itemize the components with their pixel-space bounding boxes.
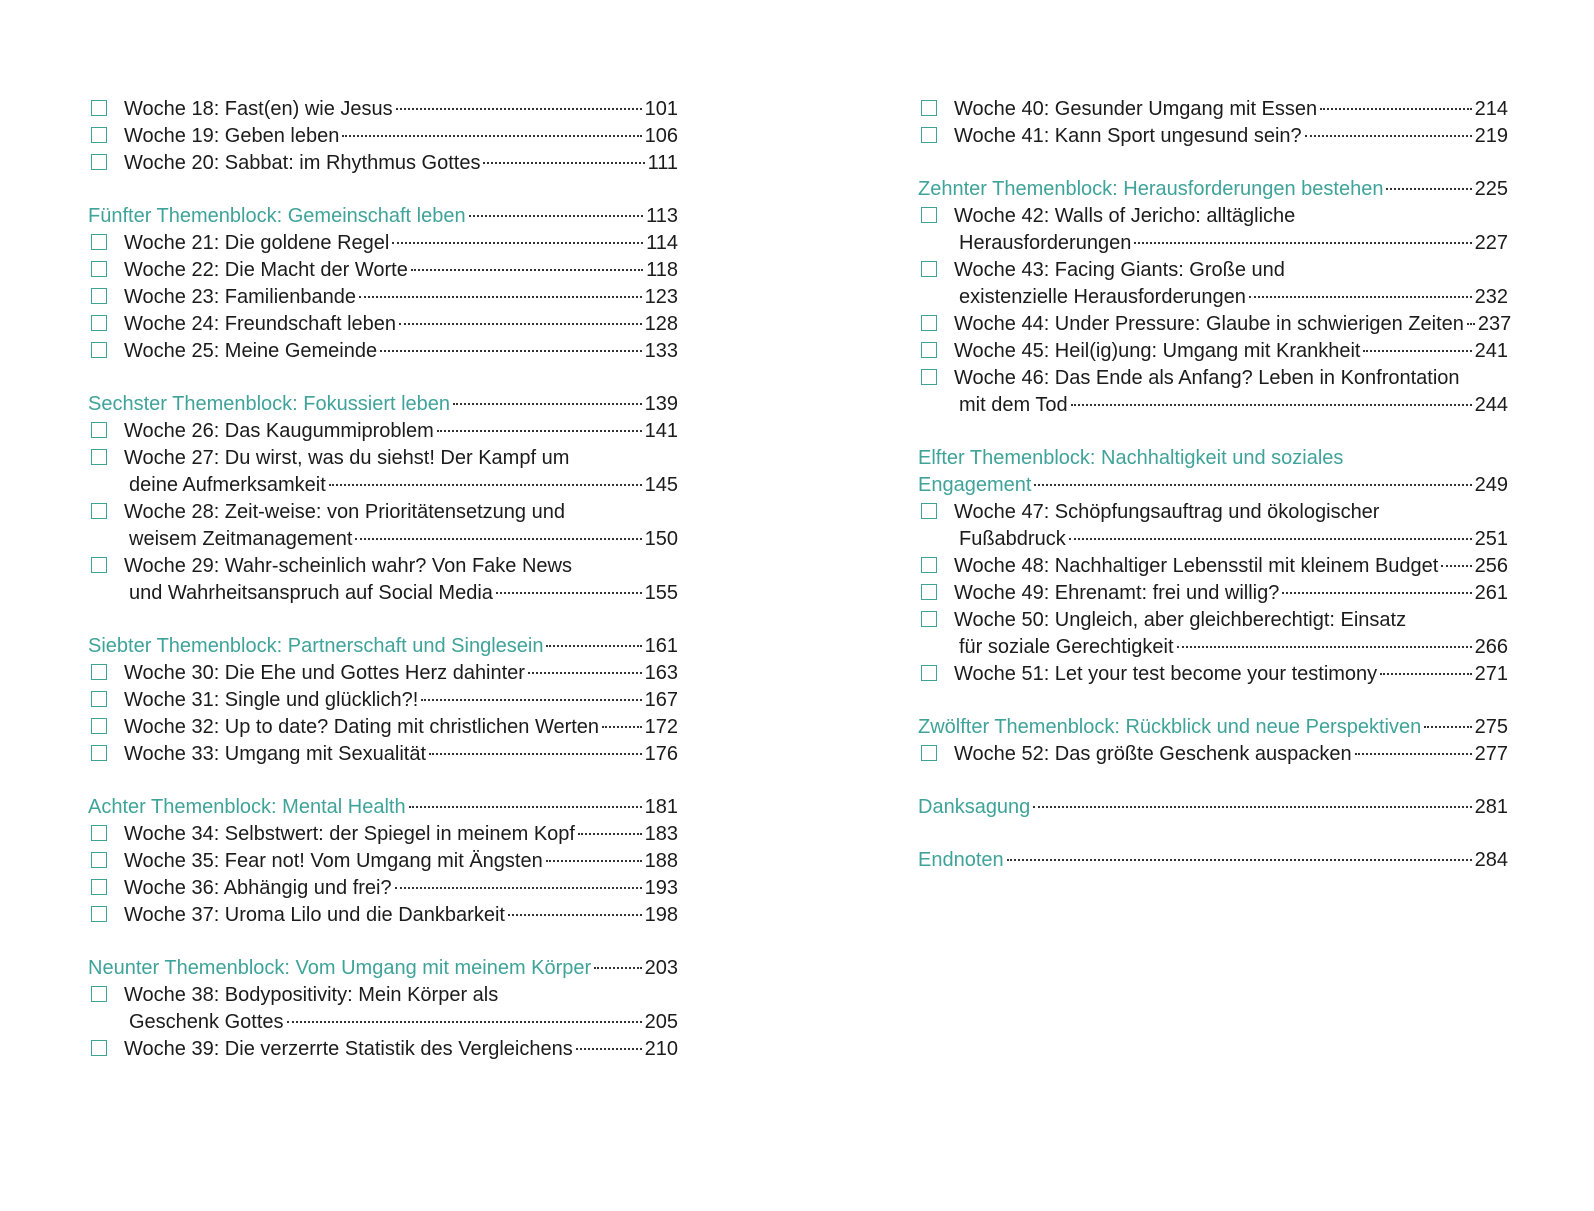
toc-entry[interactable]	[88, 311, 678, 338]
checkbox[interactable]	[91, 879, 107, 895]
toc-line	[954, 123, 1508, 150]
page-number: 237	[1477, 313, 1512, 335]
toc-entry-title: weisem Zeitmanagement	[129, 528, 353, 550]
dot-leader	[1355, 753, 1472, 755]
toc-line	[124, 875, 678, 902]
page-number: 210	[644, 1038, 678, 1060]
toc-line	[124, 553, 678, 580]
toc-line	[124, 580, 678, 607]
dot-leader	[594, 967, 641, 969]
section-title: Sechster Themenblock: Fokussiert leben	[88, 393, 451, 415]
checkbox[interactable]	[91, 342, 107, 358]
section-title: Zehnter Themenblock: Herausforderungen bestehen	[918, 178, 1384, 200]
toc-entry-title: Woche 49: Ehrenamt: frei und willig?	[954, 582, 1280, 604]
checkbox[interactable]	[91, 852, 107, 868]
section-heading[interactable]	[88, 633, 678, 660]
section-title: Siebter Themenblock: Partnerschaft und Singlesein	[88, 635, 544, 657]
checkbox[interactable]	[91, 422, 107, 438]
toc-line	[124, 499, 678, 526]
dot-leader	[496, 592, 642, 594]
toc-entry[interactable]	[88, 660, 678, 687]
toc-entry-title: Woche 29: Wahr-scheinlich wahr? Von Fake News	[124, 555, 572, 577]
toc-entry-title: Woche 24: Freundschaft leben	[124, 313, 397, 335]
toc-entry-title: Woche 23: Familienbande	[124, 286, 356, 308]
toc-entry[interactable]	[88, 848, 678, 875]
section-spacer	[88, 177, 678, 203]
dot-leader	[329, 484, 642, 486]
page-number: 281	[1474, 796, 1508, 818]
toc-entry-title: Woche 34: Selbstwert: der Spiegel in meinem Kopf	[124, 823, 575, 845]
page-number: 111	[647, 152, 678, 174]
page-number: 139	[644, 393, 678, 415]
toc-entry-title: Woche 35: Fear not! Vom Umgang mit Ängsten	[124, 850, 543, 872]
dot-leader	[1069, 538, 1472, 540]
page-number: 118	[646, 259, 678, 281]
page-number: 214	[1474, 98, 1508, 120]
page-number: 188	[644, 850, 678, 872]
toc-line	[124, 821, 678, 848]
page-number: 266	[1474, 636, 1508, 658]
toc-entry-title: Woche 43: Facing Giants: Große und	[954, 259, 1285, 281]
dot-leader	[1282, 592, 1471, 594]
checkbox[interactable]	[91, 127, 107, 143]
dot-leader	[1424, 726, 1471, 728]
section-title: Neunter Themenblock: Vom Umgang mit meinem Körper	[88, 957, 592, 979]
toc-entry[interactable]	[918, 257, 1508, 311]
dot-leader	[453, 403, 642, 405]
toc-entry-title: Woche 46: Das Ende als Anfang? Leben in Konfrontation	[954, 367, 1460, 389]
page-number: 227	[1474, 232, 1508, 254]
section-heading[interactable]	[88, 955, 678, 982]
dot-leader	[469, 215, 644, 217]
toc-entry[interactable]	[88, 982, 678, 1036]
section-title: Fünfter Themenblock: Gemeinschaft leben	[88, 205, 466, 227]
checkbox[interactable]	[91, 745, 107, 761]
page-number: 251	[1474, 528, 1508, 550]
toc-entry[interactable]	[88, 150, 678, 177]
page-number: 181	[644, 796, 678, 818]
checkbox[interactable]	[921, 369, 937, 385]
dot-leader	[1007, 859, 1472, 861]
checkbox[interactable]	[921, 503, 937, 519]
dot-leader	[546, 645, 641, 647]
section-spacer	[88, 929, 678, 955]
toc-entry-title: Woche 39: Die verzerrte Statistik des Vergleichens	[124, 1038, 573, 1060]
checkbox[interactable]	[91, 261, 107, 277]
toc-line	[954, 230, 1508, 257]
page-number: 284	[1474, 849, 1508, 871]
dot-leader	[1177, 646, 1472, 648]
page-number: 133	[644, 340, 678, 362]
page-number: 155	[644, 582, 678, 604]
page-number: 114	[646, 232, 678, 254]
page-number: 249	[1474, 474, 1508, 496]
page-number: 241	[1474, 340, 1508, 362]
toc-entry-title: Woche 31: Single und glücklich?!	[124, 689, 419, 711]
dot-leader	[429, 753, 642, 755]
toc-entry[interactable]	[88, 418, 678, 445]
toc-entry-title: Herausforderungen	[959, 232, 1132, 254]
checkbox[interactable]	[91, 100, 107, 116]
page-number: 271	[1474, 663, 1508, 685]
page-number: 256	[1474, 555, 1508, 577]
section-spacer	[88, 365, 678, 391]
dot-leader	[342, 135, 641, 137]
section-title: Endnoten	[918, 849, 1004, 871]
toc-entry[interactable]	[918, 203, 1508, 257]
toc-entry[interactable]	[88, 230, 678, 257]
toc-entry[interactable]	[918, 311, 1512, 338]
toc-line	[954, 311, 1512, 338]
toc-line	[954, 284, 1508, 311]
section-spacer	[918, 150, 1508, 176]
toc-line	[124, 230, 678, 257]
toc-line	[124, 150, 678, 177]
toc-line	[124, 418, 678, 445]
checkbox[interactable]	[921, 315, 937, 331]
toc-line	[954, 634, 1508, 661]
dot-leader	[508, 914, 642, 916]
toc-entry-title: Woche 47: Schöpfungsauftrag und ökologischer	[954, 501, 1380, 523]
toc-entry[interactable]	[918, 607, 1508, 661]
checkbox[interactable]	[91, 288, 107, 304]
toc-line	[124, 741, 678, 768]
section-title-cont: Engagement	[918, 474, 1032, 496]
dot-leader	[1386, 188, 1471, 190]
toc-entry-title: Woche 38: Bodypositivity: Mein Körper als	[124, 984, 499, 1006]
dot-leader	[546, 860, 642, 862]
checkbox[interactable]	[921, 127, 937, 143]
section-heading[interactable]	[918, 714, 1508, 741]
toc-line	[124, 123, 678, 150]
toc-line	[124, 848, 678, 875]
toc-entry[interactable]	[918, 499, 1508, 553]
toc-line	[954, 499, 1508, 526]
page-number: 203	[644, 957, 678, 979]
page-number: 128	[644, 313, 678, 335]
toc-entry[interactable]	[88, 875, 678, 902]
toc-entry-title: existenzielle Herausforderungen	[959, 286, 1246, 308]
checkbox[interactable]	[91, 315, 107, 331]
dot-leader	[528, 672, 642, 674]
toc-column-left	[88, 96, 678, 1063]
toc-line	[124, 472, 678, 499]
toc-line	[124, 1036, 678, 1063]
toc-entry-title: Woche 48: Nachhaltiger Lebensstil mit kleinem Budget	[954, 555, 1439, 577]
toc-entry-title: Woche 18: Fast(en) wie Jesus	[124, 98, 393, 120]
page-number: 123	[644, 286, 678, 308]
toc-line	[954, 96, 1508, 123]
toc-entry-title: Woche 40: Gesunder Umgang mit Essen	[954, 98, 1318, 120]
dot-leader	[1320, 108, 1471, 110]
page-number: 261	[1474, 582, 1508, 604]
checkbox[interactable]	[921, 261, 937, 277]
toc-entry[interactable]	[88, 96, 678, 123]
page-number: 219	[1474, 125, 1508, 147]
section-heading[interactable]	[88, 391, 678, 418]
toc-entry[interactable]	[88, 123, 678, 150]
page-number: 225	[1474, 178, 1508, 200]
dot-leader	[1467, 323, 1475, 325]
toc-entry-title: deine Aufmerksamkeit	[129, 474, 326, 496]
toc-line	[124, 1009, 678, 1036]
page-number: 198	[644, 904, 678, 926]
dot-leader	[395, 887, 642, 889]
toc-entry-title: Geschenk Gottes	[129, 1011, 284, 1033]
dot-leader	[396, 108, 642, 110]
page-number: 176	[644, 743, 678, 765]
dot-leader	[399, 323, 642, 325]
checkbox[interactable]	[91, 1040, 107, 1056]
page-number: 205	[644, 1011, 678, 1033]
toc-entry[interactable]	[918, 96, 1508, 123]
dot-leader	[411, 269, 643, 271]
toc-line	[954, 338, 1508, 365]
page-number: 183	[644, 823, 678, 845]
toc-entry[interactable]	[88, 284, 678, 311]
dot-leader	[380, 350, 642, 352]
toc-line	[954, 661, 1508, 688]
dot-leader	[1134, 242, 1471, 244]
dot-leader	[421, 699, 641, 701]
toc-entry-title: Woche 19: Geben leben	[124, 125, 340, 147]
page-number: 172	[644, 716, 678, 738]
toc-entry-title: Woche 52: Das größte Geschenk auspacken	[954, 743, 1352, 765]
checkbox[interactable]	[921, 557, 937, 573]
toc-entry-title: Woche 41: Kann Sport ungesund sein?	[954, 125, 1302, 147]
dot-leader	[483, 162, 644, 164]
toc-line	[954, 392, 1508, 419]
dot-leader	[1034, 484, 1471, 486]
toc-entry-title: Woche 30: Die Ehe und Gottes Herz dahinter	[124, 662, 525, 684]
dot-leader	[1305, 135, 1472, 137]
dot-leader	[1441, 565, 1471, 567]
dot-leader	[437, 430, 642, 432]
toc-entry[interactable]	[88, 741, 678, 768]
toc-line	[124, 257, 678, 284]
dot-leader	[602, 726, 642, 728]
toc-entry[interactable]	[88, 499, 678, 553]
dot-leader	[409, 806, 642, 808]
checkbox[interactable]	[91, 234, 107, 250]
toc-entry[interactable]	[88, 257, 678, 284]
toc-line	[124, 902, 678, 929]
toc-line	[954, 741, 1508, 768]
toc-line	[954, 580, 1508, 607]
page-number: 167	[644, 689, 678, 711]
section-spacer	[918, 688, 1508, 714]
toc-entry[interactable]	[918, 553, 1508, 580]
section-spacer	[88, 607, 678, 633]
section-heading[interactable]	[918, 445, 1508, 499]
page-number: 277	[1474, 743, 1508, 765]
toc-entry[interactable]	[88, 821, 678, 848]
section-spacer	[918, 821, 1508, 847]
toc-column-right	[918, 96, 1512, 874]
page-number: 161	[644, 635, 678, 657]
checkbox[interactable]	[921, 584, 937, 600]
checkbox[interactable]	[921, 207, 937, 223]
section-heading[interactable]	[88, 203, 678, 230]
checkbox[interactable]	[921, 611, 937, 627]
checkbox[interactable]	[91, 154, 107, 170]
toc-entry-title: Woche 37: Uroma Lilo und die Dankbarkeit	[124, 904, 505, 926]
toc-line	[124, 311, 678, 338]
page-number: 232	[1474, 286, 1508, 308]
toc-line	[954, 607, 1508, 634]
section-title: Zwölfter Themenblock: Rückblick und neue Perspektiven	[918, 716, 1422, 738]
toc-entry[interactable]	[918, 338, 1508, 365]
toc-entry[interactable]	[88, 338, 678, 365]
section-heading[interactable]	[88, 794, 678, 821]
toc-entry-title: Woche 51: Let your test become your testimony	[954, 663, 1378, 685]
dot-leader	[359, 296, 642, 298]
toc-entry-title: Woche 27: Du wirst, was du siehst! Der Kampf um	[124, 447, 570, 469]
dot-leader	[1380, 673, 1471, 675]
page-number: 275	[1474, 716, 1508, 738]
toc-line	[124, 687, 678, 714]
toc-entry-title: Woche 25: Meine Gemeinde	[124, 340, 378, 362]
toc-entry[interactable]	[918, 580, 1508, 607]
section-heading[interactable]	[918, 847, 1508, 874]
toc-line	[124, 338, 678, 365]
page-number: 106	[644, 125, 678, 147]
checkbox[interactable]	[921, 342, 937, 358]
toc-entry-title: Woche 21: Die goldene Regel	[124, 232, 390, 254]
checkbox[interactable]	[91, 986, 107, 1002]
toc-line	[124, 284, 678, 311]
page-number: 193	[644, 877, 678, 899]
toc-entry-title: Woche 32: Up to date? Dating mit christlichen Werten	[124, 716, 600, 738]
dot-leader	[1071, 404, 1472, 406]
toc-line	[124, 445, 678, 472]
dot-leader	[287, 1021, 642, 1023]
toc-entry[interactable]	[88, 1036, 678, 1063]
section-heading[interactable]	[918, 176, 1508, 203]
dot-leader	[392, 242, 643, 244]
toc-entry-title: Woche 28: Zeit-weise: von Prioritätensetzung und	[124, 501, 565, 523]
toc-entry-title: Woche 20: Sabbat: im Rhythmus Gottes	[124, 152, 481, 174]
page-number: 163	[644, 662, 678, 684]
page-number: 145	[644, 474, 678, 496]
toc-entry[interactable]	[918, 741, 1508, 768]
toc-entry[interactable]	[918, 365, 1508, 419]
section-title-line2	[918, 472, 1508, 499]
checkbox[interactable]	[91, 557, 107, 573]
toc-line	[124, 526, 678, 553]
toc-entry-title: Woche 50: Ungleich, aber gleichberechtigt: Einsatz	[954, 609, 1407, 631]
toc-line	[954, 203, 1508, 230]
toc-line	[124, 660, 678, 687]
toc-entry-title: Woche 42: Walls of Jericho: alltägliche	[954, 205, 1296, 227]
dot-leader	[578, 833, 642, 835]
toc-entry-title: Fußabdruck	[959, 528, 1066, 550]
toc-line	[124, 96, 678, 123]
checkbox[interactable]	[91, 906, 107, 922]
dot-leader	[1033, 806, 1471, 808]
checkbox[interactable]	[921, 745, 937, 761]
toc-entry[interactable]	[918, 661, 1508, 688]
checkbox[interactable]	[91, 691, 107, 707]
page-number: 101	[644, 98, 678, 120]
toc-entry[interactable]	[88, 714, 678, 741]
toc-line	[954, 526, 1508, 553]
toc-entry-title: Woche 44: Under Pressure: Glaube in schwierigen Zeiten	[954, 313, 1464, 335]
toc-entry-title: Woche 26: Das Kaugummiproblem	[124, 420, 434, 442]
checkbox[interactable]	[921, 665, 937, 681]
toc-line	[954, 553, 1508, 580]
toc-entry[interactable]	[88, 902, 678, 929]
toc-line	[954, 365, 1508, 392]
toc-entry[interactable]	[88, 553, 678, 607]
toc-entry[interactable]	[918, 123, 1508, 150]
toc-line	[124, 982, 678, 1009]
checkbox[interactable]	[91, 825, 107, 841]
dot-leader	[1363, 350, 1471, 352]
toc-entry-title: Woche 36: Abhängig und frei?	[124, 877, 392, 899]
page-number: 141	[644, 420, 678, 442]
checkbox[interactable]	[91, 664, 107, 680]
dot-leader	[355, 538, 641, 540]
checkbox[interactable]	[921, 100, 937, 116]
dot-leader	[1249, 296, 1472, 298]
section-title: Elfter Themenblock: Nachhaltigkeit und soziales	[918, 447, 1344, 469]
toc-entry-title: für soziale Gerechtigkeit	[959, 636, 1174, 658]
checkbox[interactable]	[91, 449, 107, 465]
toc-line	[124, 714, 678, 741]
toc-entry-title: und Wahrheitsanspruch auf Social Media	[129, 582, 493, 604]
section-spacer	[918, 419, 1508, 445]
section-heading[interactable]	[918, 794, 1508, 821]
section-title: Achter Themenblock: Mental Health	[88, 796, 406, 818]
section-spacer	[918, 768, 1508, 794]
page-number: 244	[1474, 394, 1508, 416]
toc-entry[interactable]	[88, 445, 678, 499]
section-title: Danksagung	[918, 796, 1031, 818]
toc-entry-title: Woche 33: Umgang mit Sexualität	[124, 743, 427, 765]
toc-entry-title: mit dem Tod	[959, 394, 1068, 416]
dot-leader	[576, 1048, 642, 1050]
toc-line	[954, 257, 1508, 284]
page-number: 113	[646, 205, 678, 227]
section-spacer	[88, 768, 678, 794]
toc-entry[interactable]	[88, 687, 678, 714]
toc-entry-title: Woche 45: Heil(ig)ung: Umgang mit Krankheit	[954, 340, 1361, 362]
checkbox[interactable]	[91, 503, 107, 519]
page-number: 150	[644, 528, 678, 550]
toc-entry-title: Woche 22: Die Macht der Worte	[124, 259, 408, 281]
checkbox[interactable]	[91, 718, 107, 734]
